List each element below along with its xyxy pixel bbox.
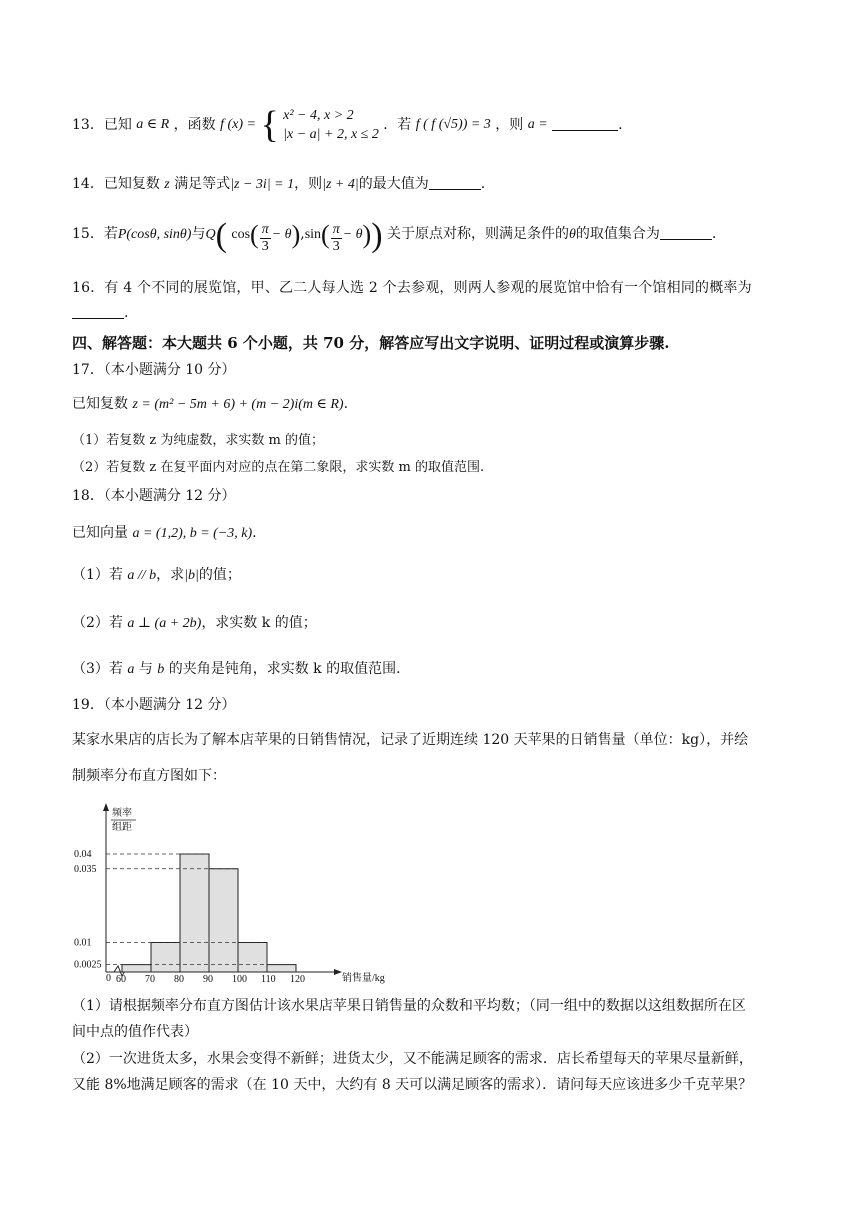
- q14-end: .: [480, 176, 486, 192]
- q15-tail: 关于原点对称，则满足条件的: [387, 226, 569, 242]
- q15-paren2-close: ): [291, 220, 301, 249]
- q15-prefix: 15．若: [72, 226, 118, 242]
- q18-p1-mid: ，求: [156, 567, 185, 583]
- q14-expr: |z + 4|: [322, 177, 359, 192]
- q15-answer-blank: [660, 225, 712, 240]
- q15-tail2: 的取值集合为: [575, 226, 660, 242]
- q15-theta: θ: [569, 227, 576, 242]
- q17-given: [72, 394, 348, 415]
- q14-z: z: [164, 177, 170, 192]
- q15-end: .: [711, 226, 717, 242]
- q13-brace: {: [260, 104, 279, 146]
- q18-p2-cond: a ⊥ (a + 2b): [127, 616, 202, 631]
- origin-label: 0: [106, 973, 111, 984]
- q13-mid: ，函数: [173, 117, 216, 133]
- q13-a-eq: a =: [527, 117, 548, 132]
- q14-then: ，则: [294, 176, 323, 192]
- y-label-bottom: 组距: [112, 822, 132, 833]
- q13-fx: f (x) =: [220, 117, 256, 132]
- question-14: [72, 174, 485, 195]
- question-16-line-2: [72, 303, 128, 323]
- q18-p3-b: b: [157, 662, 165, 677]
- histogram-bar-60-70: [122, 965, 151, 972]
- histogram-bar-70-80: [151, 943, 180, 973]
- q18-part-2: [72, 613, 317, 634]
- x-tick-label: 70: [145, 974, 155, 985]
- y-tick-label: 0.04: [74, 849, 92, 860]
- q16-end: .: [124, 305, 129, 321]
- q15-P: P(cosθ, sinθ): [117, 227, 192, 242]
- q18-part-3: [72, 659, 401, 680]
- q18-header: 18．（本小题满分 12 分）: [72, 488, 236, 504]
- y-tick-label: 0.035: [74, 863, 97, 875]
- x-tick-label: 100: [232, 974, 247, 985]
- q18-p3-pre: （3）若: [72, 661, 123, 677]
- q14-mid: 满足等式: [174, 176, 231, 192]
- q13-piecewise: [283, 106, 379, 144]
- q18-vecs: a = (1,2), b = (−3, k): [132, 526, 253, 541]
- q18-p1-pre: （1）若: [72, 567, 123, 583]
- q18-p2-end: ，求实数 k 的值；: [201, 615, 317, 631]
- q15-paren2-open: (: [250, 220, 259, 249]
- q15-sin: sin: [304, 227, 322, 242]
- y-axis-arrow: [103, 803, 109, 811]
- q16-answer-blank: [72, 304, 124, 319]
- q15-frac-2: [331, 222, 342, 255]
- q15-frac-1: [260, 222, 271, 255]
- question-15: 15．若P(cosθ, sinθ)与Q( cos( $\frac{\pi}{3}$ − θ),sin( $\frac{\pi}{3}$ − θ)) 关于原点对称，则满足条件的θ的取值集合为 .: [72, 217, 717, 254]
- q18-p1-end: 的值；: [198, 567, 241, 583]
- x-tick-label: 120: [290, 974, 305, 985]
- q18-p3-end: 的夹角是钝角，求实数 k 的取值范围.: [168, 661, 401, 677]
- q13-cond: f ( f (√5)) = 3: [415, 117, 491, 132]
- q14-prefix: 14．已知复数: [72, 176, 160, 192]
- q15-paren-open: (: [215, 217, 227, 254]
- q17-given-text: 已知复数: [72, 396, 128, 412]
- x-axis-label: 销售量/kg: [342, 973, 385, 984]
- q17-expr: z = (m² − 5m + 6) + (m − 2)i(m ∈ R): [132, 397, 344, 412]
- q19-header: 19．（本小题满分 12 分）: [72, 697, 236, 713]
- q14-answer-blank: [429, 175, 481, 190]
- q14-tail: 的最大值为: [358, 176, 429, 192]
- q18-p1-expr: |b|: [184, 568, 199, 583]
- q17-header: 17．（本小题满分 10 分）: [72, 362, 236, 378]
- q15-Q: Q: [205, 227, 216, 242]
- histogram-bar-80-90: [180, 854, 209, 972]
- q15-minus-theta-2: − θ: [342, 227, 363, 242]
- q15-cos: cos: [231, 227, 251, 242]
- q13-prefix: 13．已知: [72, 117, 132, 133]
- y-tick-label: 0.0025: [74, 959, 102, 971]
- q13-case-1: x² − 4, x > 2: [283, 108, 354, 123]
- q13-then: ，则: [495, 117, 524, 133]
- q15-with: 与: [191, 226, 206, 242]
- q15-three-1: 3: [261, 239, 269, 254]
- x-tick-label: 60: [116, 974, 126, 985]
- q17-part-2: （2）若复数 z 在复平面内对应的点在第二象限，求实数 m 的取值范围.: [72, 460, 485, 475]
- x-axis-arrow: [334, 969, 342, 975]
- histogram-bar-110-120: [267, 965, 296, 972]
- q13-a-in-R: a ∈ R: [136, 117, 170, 132]
- question-13: [72, 106, 623, 152]
- q18-p3-a: a: [127, 662, 135, 677]
- q18-p1-cond: a // b: [127, 568, 157, 583]
- q19-line-2: 制频率分布直方图如下：: [72, 768, 226, 784]
- q15-pi-2: π: [332, 222, 340, 237]
- q15-pi-1: π: [261, 222, 269, 237]
- y-label-top: 频率: [112, 808, 132, 819]
- q18-p3-with: 与: [138, 661, 153, 677]
- x-tick-label: 110: [261, 974, 276, 985]
- q13-cond-prefix: ．若: [383, 117, 412, 133]
- question-16-line-1: 16．有 4 个不同的展览馆，甲、乙二人每人选 2 个去参观，则两人参观的展览馆中恰有一个馆相同的概率为: [72, 280, 752, 296]
- q18-given-text: 已知向量: [72, 525, 128, 541]
- histogram-bar-90-100: [209, 869, 238, 972]
- q17-part-1: （1）若复数 z 为纯虚数，求实数 m 的值；: [72, 433, 324, 448]
- q18-p2-pre: （2）若: [72, 615, 123, 631]
- q18-end: .: [252, 525, 257, 541]
- y-tick-label: 0.01: [74, 937, 92, 949]
- q18-given: [72, 523, 257, 544]
- q15-three-2: 3: [332, 239, 340, 254]
- x-tick-label: 80: [174, 974, 184, 985]
- q19-part-2a: （2）一次进货太多，水果会变得不新鲜；进货太少，又不能满足顾客的需求．店长希望每天的苹果尽量新鲜，: [72, 1051, 753, 1067]
- q15-paren-close: ): [371, 217, 383, 254]
- q13-answer-blank: [552, 116, 618, 131]
- histogram-bars: [122, 854, 296, 972]
- q15-minus-theta-1: − θ: [271, 227, 292, 242]
- q14-eq: |z − 3i| = 1: [230, 177, 295, 192]
- q15-paren3-open: (: [321, 220, 330, 249]
- q19-part-2b: 又能 8%地满足顾客的需求（在 10 天中，大约有 8 天可以满足顾客的需求）．请问每天应该进多少千克苹果？: [72, 1077, 753, 1093]
- q17-end: .: [343, 396, 349, 412]
- q19-line-1: 某家水果店的店长为了解本店苹果的日销售情况，记录了近期连续 120 天苹果的日销售量（单位：kg），并绘: [72, 732, 749, 748]
- section-4-heading: 四、解答题：本大题共 6 个小题，共 70 分，解答应写出文字说明、证明过程或演算步骤.: [72, 334, 670, 352]
- q19-part-1b: 间中点的值作代表）: [72, 1024, 198, 1040]
- histogram-bar-100-110: [238, 943, 267, 973]
- frequency-histogram: [70, 800, 430, 985]
- q18-part-1: [72, 565, 241, 586]
- q13-end: .: [618, 117, 623, 133]
- q15-paren3-close: ): [362, 220, 372, 249]
- q19-part-1a: （1）请根据频率分布直方图估计该水果店苹果日销售量的众数和平均数；（同一组中的数据以这组数据所在区: [72, 998, 746, 1014]
- x-tick-label: 90: [203, 974, 213, 985]
- q13-case-2: |x − a| + 2, x ≤ 2: [283, 127, 379, 142]
